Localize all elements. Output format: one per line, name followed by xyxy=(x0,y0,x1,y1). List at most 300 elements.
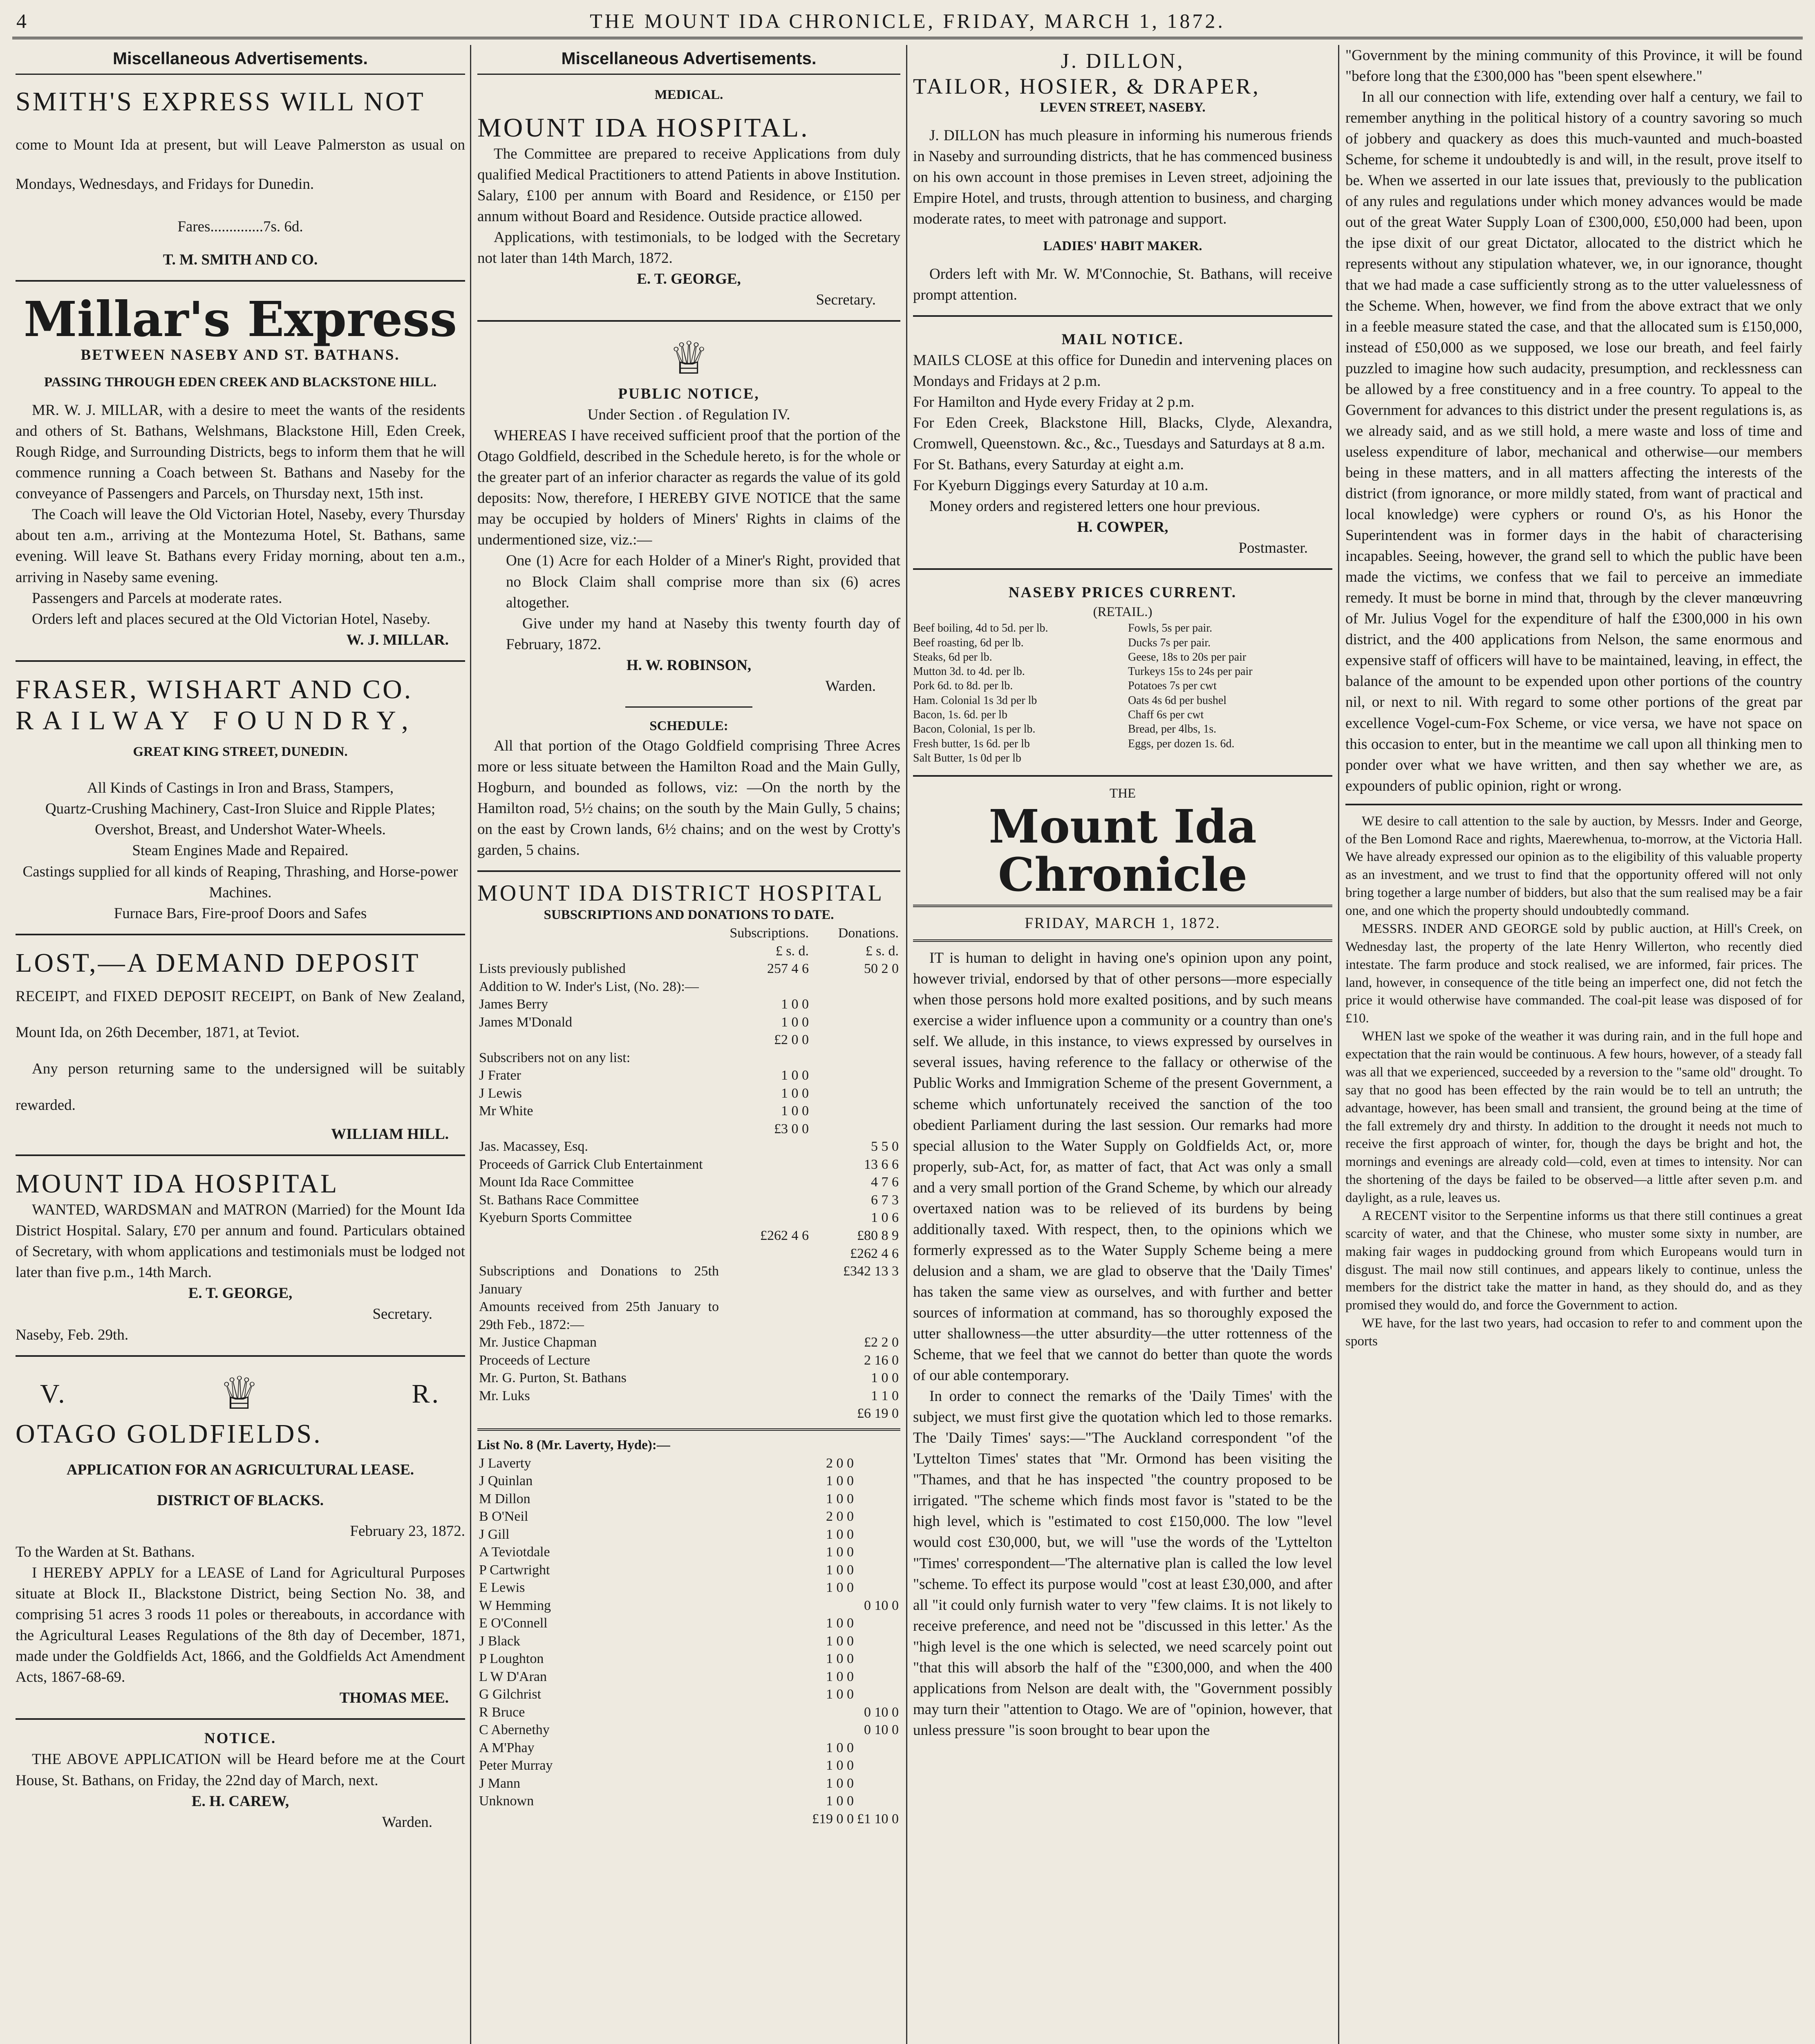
ad-role: Postmaster. xyxy=(1238,540,1308,557)
table-row xyxy=(477,1455,900,1472)
row-subscription: 2 0 0 xyxy=(826,1455,854,1471)
ad-body: Passengers and Parcels at moderate rates. xyxy=(32,589,282,607)
table-row xyxy=(477,1049,900,1067)
row-donation xyxy=(810,1049,900,1067)
column-heading: Miscellaneous Advertisements. xyxy=(16,45,465,75)
row-subscription: 1 0 0 xyxy=(781,1068,809,1083)
mail-item: MAILS CLOSE at this office for Dunedin and intervening places on Mondays and Fridays at 2 p.m. xyxy=(913,352,1332,390)
table-row xyxy=(477,1597,900,1615)
row-donation: 1 0 0 xyxy=(871,1370,899,1386)
row-subscription: 1 0 0 xyxy=(826,1562,854,1578)
table-row xyxy=(477,1792,900,1810)
row-name: St. Bathans Race Committee xyxy=(479,1192,639,1208)
editorial-paragraph: In order to connect the remarks of the 'Daily Times' with the subject, we must first give the quotation which led to those remarks. The 'Daily Times' says:—"The Auckland correspondent "of the 'Lyttelton Times' states that "Mr. Ormond has been visiting the "Thames, and that he has inspected "the country proposed to be irrigated. "The scheme which finds most favor is "stated to be the high level, which is "estimated to cost £150,000. The low "level would cost £30,000, but, we will "use the words of the 'Lyttelton "Times' correspondent—'The alternative plan is called the low level "scheme. To effect its purpose would "cost at least £30,000, and after all "it could only furnish water to very "few claims. It is not likely to receive preference, and need not be "discussed in this letter.' As the "high level is the one which is selected, we need scarcely point out "that this will absorb the half of the "£300,000, and when the 400 applications from Nelson are dealt with, the "Government possibly may turn their "attention to Otago. We are of "opinion, however, that unless pressure "is soon brought to bear upon the xyxy=(913,1388,1332,1739)
column-2 xyxy=(477,45,900,2044)
ad-signature: H. COWPER, xyxy=(1077,519,1168,536)
schedule-label: SCHEDULE: xyxy=(649,718,728,733)
ad-body: I HEREBY APPLY for a LEASE of Land for Agricultural Purposes situate at Block II., Blackstone District, being Section No. 38, and comprising 51 acres 3 roods 11 poles or thereabouts, in accordance with the Agricultural Leases Regulations of the 8th day of December, 1871, made under the Goldfields Act, 1866, and the Goldfields Act Amendment Acts, 1867-68-69. xyxy=(16,1564,465,1686)
row-donation xyxy=(855,1685,900,1703)
ad-signature: WILLIAM HILL. xyxy=(331,1125,449,1143)
ad-body: The Coach will leave the Old Victorian Hotel, Naseby, every Thursday about ten a.m., arriving at the Montezuma Hotel, St. Bathans, same evening. Will leave St. Bathans every Friday morning, about ten a.m., arriving in Naseby same evening. xyxy=(16,506,465,586)
row-subscription xyxy=(721,1138,810,1156)
ad-subtitle: APPLICATION FOR AN AGRICULTURAL LEASE. xyxy=(66,1461,414,1478)
row-donation: 0 10 0 xyxy=(864,1722,899,1738)
table-row xyxy=(477,1472,900,1490)
row-subscription: 1 0 0 xyxy=(826,1544,854,1560)
ad-body: Orders left and places secured at the Old Victorian Hotel, Naseby. xyxy=(32,610,430,628)
row-subscription: 1 0 0 xyxy=(826,1651,854,1667)
prices-current xyxy=(913,578,1332,777)
row-subscription: 1 0 0 xyxy=(826,1633,854,1649)
row-subscription: 1 0 0 xyxy=(781,1014,809,1030)
row-name xyxy=(477,1810,810,1828)
dillon-ad xyxy=(913,45,1332,317)
table-row xyxy=(477,1351,900,1369)
row-donation xyxy=(855,1650,900,1668)
price-item: Geese, 18s to 20s per pair xyxy=(1128,650,1247,663)
table-row xyxy=(477,1156,900,1174)
table-row xyxy=(477,1013,900,1031)
row-subscription: 1 0 0 xyxy=(781,997,809,1012)
table-row xyxy=(477,1543,900,1561)
price-item: Oats 4s 6d per bushel xyxy=(1128,694,1227,707)
ad-title: MOUNT IDA HOSPITAL. xyxy=(477,112,810,143)
row-subscription: £3 0 0 xyxy=(774,1121,809,1136)
masthead-title: Mount Ida Chronicle xyxy=(989,800,1257,902)
ad-subtitle: RAILWAY FOUNDRY, xyxy=(16,705,417,735)
table-row xyxy=(477,1685,900,1703)
row-name: A M'Phay xyxy=(479,1740,535,1755)
row-donation: £342 13 3 xyxy=(843,1264,899,1279)
table-row xyxy=(477,1067,900,1085)
row-donation xyxy=(855,1579,900,1597)
row-name xyxy=(477,1405,721,1423)
list8-table xyxy=(477,1455,900,1828)
ad-address: LEVEN STREET, NASEBY. xyxy=(1040,100,1206,115)
row-subscription: 1 0 0 xyxy=(826,1758,854,1773)
table-row xyxy=(477,1508,900,1526)
row-donation xyxy=(855,1508,900,1526)
row-name: J Mann xyxy=(479,1775,521,1791)
row-name: Lists previously published xyxy=(479,961,626,977)
lost-receipt-ad xyxy=(16,944,465,1156)
row-donation: £1 10 0 xyxy=(857,1811,899,1827)
row-donation xyxy=(810,1013,900,1031)
row-donation xyxy=(810,1298,900,1334)
price-item: Ducks 7s per pair. xyxy=(1128,636,1211,649)
hospital-wardsman-ad xyxy=(16,1164,465,1357)
row-name: Unknown xyxy=(479,1793,534,1809)
column-rule xyxy=(1338,45,1339,2044)
row-name xyxy=(477,1031,721,1049)
table-row xyxy=(477,960,900,978)
row-donation xyxy=(855,1632,900,1650)
row-name: Addition to W. Inder's List, (No. 28):— xyxy=(479,979,699,994)
row-donation: 4 7 6 xyxy=(871,1174,899,1190)
ad-signature: E. H. CAREW, xyxy=(191,1793,289,1810)
price-item: Potatoes 7s per cwt xyxy=(1128,679,1217,693)
smith-express-ad xyxy=(16,82,465,282)
table-row xyxy=(477,1031,900,1049)
row-subscription xyxy=(721,1245,810,1263)
fraser-foundry-ad xyxy=(16,670,465,935)
table-row xyxy=(477,1298,900,1334)
row-subscription: 1 0 0 xyxy=(826,1616,854,1631)
row-subscription: 1 0 0 xyxy=(826,1775,854,1791)
mail-item: For St. Bathans, every Saturday at eight a.m. xyxy=(913,456,1184,473)
ad-date: February 23, 1872. xyxy=(350,1523,465,1540)
ad-title: MOUNT IDA DISTRICT HOSPITAL xyxy=(477,880,884,906)
row-name: Amounts received from 25th January to 29th Feb., 1872:— xyxy=(479,1299,719,1332)
price-item: Beef boiling, 4d to 5d. per lb. xyxy=(913,622,1048,635)
row-donation xyxy=(855,1757,900,1775)
table-row xyxy=(477,1334,900,1351)
column-rule xyxy=(906,45,907,2044)
table-row xyxy=(477,1721,900,1739)
vr-left: V. xyxy=(40,1378,67,1409)
subscriptions-table xyxy=(477,924,900,1422)
table-row xyxy=(477,1739,900,1757)
prices-grid xyxy=(913,621,1332,765)
row-donation: 0 10 0 xyxy=(864,1598,899,1613)
row-subscription xyxy=(810,1721,855,1739)
notice-ad xyxy=(16,1728,465,1832)
ad-signature: W. J. MILLAR. xyxy=(346,631,449,648)
row-subscription: 1 0 0 xyxy=(781,1085,809,1101)
row-name: B O'Neil xyxy=(479,1509,528,1524)
editorial-continued: "Government by the mining community of this Province, it will be found "before long that the £300,000 has "been spent elsewhere." xyxy=(1345,47,1802,85)
ad-body: WANTED, WARDSMAN and MATRON (Married) for the Mount Ida District Hospital. Salary, £70 per annum and found. Particulars obtained of Secretary, with whom applications and testimonials must be lodged not later than five p.m., 14th March. xyxy=(16,1201,465,1281)
ad-signature: H. W. ROBINSON, xyxy=(626,657,752,674)
row-donation: 0 10 0 xyxy=(864,1704,899,1720)
ad-role: Warden. xyxy=(382,1813,432,1831)
row-name: J Black xyxy=(479,1633,521,1649)
row-donation xyxy=(855,1614,900,1632)
row-donation: £80 8 9 xyxy=(857,1228,899,1243)
row-donation xyxy=(810,1067,900,1085)
mail-item: For Hamilton and Hyde every Friday at 2 p.m. xyxy=(913,394,1195,411)
row-name: G Gilchrist xyxy=(479,1687,542,1702)
row-subscription xyxy=(721,1156,810,1174)
row-name: M Dillon xyxy=(479,1491,530,1506)
row-subscription: 1 0 0 xyxy=(826,1473,854,1489)
ad-subtitle: Under Section . of Regulation IV. xyxy=(587,406,790,424)
row-subscription xyxy=(721,1191,810,1209)
foundry-item: Quartz-Crushing Machinery, Cast-Iron Sluice and Ripple Plates; Overshot, Breast, and Undershot Water-Wheels. xyxy=(45,800,436,838)
news-item-inder: MESSRS. INDER AND GEORGE sold by public auction, at Hill's Creek, on Wednesday last, the property of the late Henry Willerton, who recently died intestate. The farm produce and stock realised, we are informed, fair prices. The land, however, in consequence of the title being an imperfect one, did not fetch the price it would otherwise have commanded. The coal-pit lease was disposed of for £10. xyxy=(1345,921,1802,1026)
row-name: Mr White xyxy=(479,1103,533,1119)
price-item: Salt Butter, 1s 0d per lb xyxy=(913,751,1021,764)
row-name xyxy=(477,1227,721,1245)
row-donation xyxy=(810,995,900,1013)
ad-title: NOTICE. xyxy=(204,1730,277,1747)
editorial-paragraph: In all our connection with life, extending over half a century, we fail to remember anything in the political history of a country savoring so much of jobbery and quackery as does this much-vaunted and much-boasted Scheme, for scheme it undoubtedly is and will, in the result, prove itself to be. When we asserted in our late issues that, previously to the publication of any rules and regulations under which money advances would be made out of the great Water Supply Loan of £300,000, £50,000 had been, upon the ipse dixit of our great Dictator, allocated to the district which he represents without any stipulation whatever, we, in our ignorance, thought that we had made a case sufficiently strong as to the utter valuelessness of the Scheme. When, however, we find from the above extract that we only in a feeble measure stated the case, and that the allocated sum is £150,000, instead of £50,000 as we supposed, we lose our breath, and feel fairly puzzled to imagine how such audacity, presumption, and recklessness can be allowed by a free constituency and in a free country. To appeal to the Government for advances to this district under the present regulations is, as we already said, and as we still hold, a mere waste and loss of time and useless expenditure of labor, mechanical and otherwise—our members being in these matters, and in all matters affecting the interests of the district (from ignorance, or more mildly stated, from want of practical and local knowledge) were cyphers or round O's, as his Honor the Superintendent was in former days in the habit of characterising incapables. Seeing, however, the grand sell to which the public have been made the victims, we confess that we fail to perceive an immediate remedy. It must be borne in mind that, through by the clever manœuvring of Mr. Julius Vogel for the expenditure of half the £300,000 in his own district, and the 400 applications from Nelson, the same enormous and expensive staff of officers will have to be maintained, leaving, in effect, the balance of the amount to be expended upon other portions of the country nil, or next to nil. With regard to some other portions of the great par excellence Vogel-cum-Fox Scheme, or vice versa, we have not space on this occasion to enter, but in the meantime we call upon all thinking men to ponder over what we have written, and then say whether we are, as expounders of public opinion, right or wrong. xyxy=(1345,89,1802,794)
table-row xyxy=(477,1405,900,1423)
column-1 xyxy=(16,45,465,2044)
row-name: James Berry xyxy=(479,997,548,1012)
mail-item: Money orders and registered letters one hour previous. xyxy=(929,498,1260,515)
row-subscription: £19 0 0 xyxy=(812,1811,854,1827)
price-item: Ham. Colonial 1s 3d per lb xyxy=(913,694,1037,707)
row-subscription: 1 0 0 xyxy=(826,1526,854,1542)
row-name: Mr. G. Purton, St. Bathans xyxy=(479,1370,627,1386)
list8-heading: List No. 8 (Mr. Laverty, Hyde):— xyxy=(477,1437,670,1452)
row-name: E O'Connell xyxy=(479,1616,548,1631)
price-item: Bacon, 1s. 6d. per lb xyxy=(913,708,1007,721)
row-subscription xyxy=(721,1387,810,1405)
foundry-item: Furnace Bars, Fire-proof Doors and Safes xyxy=(114,905,367,922)
editorial xyxy=(913,948,1332,1741)
row-name: L W D'Aran xyxy=(479,1669,547,1684)
ad-signature: T. M. SMITH AND CO. xyxy=(163,251,318,269)
price-item: Pork 6d. to 8d. per lb. xyxy=(913,679,1013,693)
table-row xyxy=(477,1579,900,1597)
ad-subtitle: BETWEEN NASEBY AND ST. BATHANS. xyxy=(81,347,400,364)
page-title: THE MOUNT IDA CHRONICLE, FRIDAY, MARCH 1, 1872. xyxy=(590,9,1225,32)
row-donation: 6 7 3 xyxy=(871,1192,899,1208)
row-name: J Laverty xyxy=(479,1455,531,1471)
table-row xyxy=(477,1810,900,1828)
row-name: C Abernethy xyxy=(479,1722,550,1738)
row-donation: 5 5 0 xyxy=(871,1139,899,1154)
foundry-item: Castings supplied for all kinds of Reaping, Thrashing, and Horse-power Machines. xyxy=(22,863,458,901)
price-item: Chaff 6s per cwt xyxy=(1128,708,1204,721)
table-row xyxy=(477,1245,900,1263)
ad-subtitle: SUBSCRIPTIONS AND DONATIONS TO DATE. xyxy=(544,908,834,923)
row-subscription xyxy=(721,1173,810,1191)
row-subscription: 2 0 0 xyxy=(826,1509,854,1524)
ad-body: J. DILLON has much pleasure in informing his numerous friends in Naseby and surrounding districts, that he has commenced business on his own account in those premises in Leven street, adjoining the Empire Hotel, and trusts, through attention to business, and charging moderate rates, to meet with patronage and support. xyxy=(913,127,1332,227)
ad-title: MOUNT IDA HOSPITAL xyxy=(16,1168,339,1199)
price-item: Fowls, 5s per pair. xyxy=(1128,622,1213,635)
ad-addressee: To the Warden at St. Bathans. xyxy=(16,1544,195,1561)
table-row xyxy=(477,1614,900,1632)
page-header xyxy=(12,3,1803,39)
row-name: J Gill xyxy=(479,1526,510,1542)
row-name xyxy=(477,1245,721,1263)
ad-signature: THOMAS MEE. xyxy=(339,1690,449,1707)
row-name: R Bruce xyxy=(479,1704,525,1720)
table-row xyxy=(477,1173,900,1191)
row-donation xyxy=(855,1526,900,1544)
prices-left-list xyxy=(913,621,1117,765)
table-row xyxy=(477,1191,900,1209)
fares: Fares..............7s. 6d. xyxy=(177,218,303,235)
row-name: Proceeds of Lecture xyxy=(479,1352,590,1368)
row-name: J Quinlan xyxy=(479,1473,533,1489)
table-row xyxy=(477,1262,900,1298)
row-donation xyxy=(855,1775,900,1793)
prices-right-list xyxy=(1128,621,1332,765)
mail-notice xyxy=(913,325,1332,570)
table-row xyxy=(477,1561,900,1579)
table-row xyxy=(477,1775,900,1793)
ad-role: Secretary. xyxy=(816,291,876,309)
row-name: Jas. Macassey, Esq. xyxy=(479,1139,588,1154)
ad-title: LOST,—A DEMAND DEPOSIT xyxy=(16,948,421,978)
row-subscription xyxy=(810,1597,855,1615)
row-subscription xyxy=(721,1351,810,1369)
row-name: E Lewis xyxy=(479,1580,525,1596)
row-subscription xyxy=(721,1369,810,1387)
row-name: P Loughton xyxy=(479,1651,544,1667)
row-name: Kyeburn Sports Committee xyxy=(479,1210,632,1226)
ad-body: WHEREAS I have received sufficient proof that the portion of the Otago Goldfield, described in the Schedule hereto, is for the whole or the greater part of an inferior character as regards the value of its gold deposits: Now, therefore, I HEREBY GIVE NOTICE that the same may be occupied by holders of Miners' Rights in claims of the undermentioned size, viz.:— xyxy=(477,427,900,549)
ad-title: FRASER, WISHART AND CO. xyxy=(16,674,413,704)
foundry-item: Steam Engines Made and Repaired. xyxy=(132,842,349,859)
table-row xyxy=(477,1668,900,1686)
row-subscription xyxy=(721,1334,810,1351)
row-name: Mount Ida Race Committee xyxy=(479,1174,634,1190)
claim-terms: One (1) Acre for each Holder of a Miner's Right, provided that no Block Claim shall comprise more than six (6) acres altogether. xyxy=(506,552,900,611)
row-donation: 1 1 0 xyxy=(871,1388,899,1403)
row-name: Peter Murray xyxy=(479,1758,553,1773)
row-subscription xyxy=(721,1262,810,1298)
price-item: Mutton 3d. to 4d. per lb. xyxy=(913,665,1025,678)
news-item-weather: WHEN last we spoke of the weather it was during rain, and in the full hope and expectation that the rain would be continuous. A few hours, however, of a steady fall was all that we experienced, succeeded by a reversion to the "same old" drought. To say that no good has been effected by the rain would be to tell an untruth; the advantage, however, has been small and transient, the ground being at the time of the fall extremely dry and thirsty. In addition to the drought it needs not much to receive the first approach of winter, for, though the days be bright and hot, the mornings and evenings are already cold—cold, even at times to intensity. Nor can the shortening of the days be failed to be observed—a little after seven p.m. and daylight, as a rule, leaves us. xyxy=(1345,1029,1802,1206)
row-donation xyxy=(855,1668,900,1686)
row-subscription xyxy=(721,1405,810,1423)
row-donation xyxy=(810,1120,900,1138)
ad-address: GREAT KING STREET, DUNEDIN. xyxy=(133,744,348,760)
table-row xyxy=(477,1369,900,1387)
ad-role: Secretary. xyxy=(372,1305,432,1322)
row-donation xyxy=(855,1543,900,1561)
row-subscription xyxy=(721,1298,810,1334)
table-row xyxy=(477,1102,900,1120)
price-item: Bacon, Colonial, 1s per lb. xyxy=(913,723,1036,736)
masthead xyxy=(913,785,1332,942)
millar-express-ad xyxy=(16,290,465,661)
schedule-text: All that portion of the Otago Goldfield comprising Three Acres more or less situate between the Hamilton Road and the Main Gully, Hogburn, and bounded as follows, viz: —On the north by the Hamilton road, 5½ chains; on the south by the Main Gully, 5 chains; on the east by Crown lands, 6½ chains; and on the west by Crotty's garden, 5 chains. xyxy=(477,737,900,858)
ad-title: J. DILLON, xyxy=(1061,49,1185,73)
ad-role: Warden. xyxy=(825,677,876,695)
row-subscription: £262 4 6 xyxy=(760,1228,809,1243)
row-donation xyxy=(855,1561,900,1579)
medical-ad xyxy=(477,82,900,322)
table-row xyxy=(477,1632,900,1650)
row-donation: 2 16 0 xyxy=(864,1352,899,1368)
ad-title: MAIL NOTICE. xyxy=(1061,331,1184,348)
table-row xyxy=(477,995,900,1013)
masthead-date: FRIDAY, MARCH 1, 1872. xyxy=(1025,915,1221,932)
row-donation xyxy=(855,1472,900,1490)
ad-label: MEDICAL. xyxy=(654,87,723,102)
table-row xyxy=(477,1650,900,1668)
row-subscription xyxy=(721,1209,810,1227)
table-row xyxy=(477,1526,900,1544)
row-name: Subscriptions and Donations to 25th January xyxy=(479,1264,719,1297)
row-donation xyxy=(810,1085,900,1103)
row-donation: £6 19 0 xyxy=(857,1406,899,1421)
editorial-paragraph: IT is human to delight in having one's opinion upon any point, however trivial, endorsed by that of other persons—more especially when those persons hold more exalted positions, and by such means exercise a wider influence upon a community or a country than one's self. We allude, in this instance, to views expressed by ourselves in several issues, having reference to the fallacy or otherwise of the Public Works and Immigration Scheme of the present Government, a scheme which unfortunately received the sanction of the too obedient Parliament during the last session. Our remarks had more special allusion to the Water Supply on Goldfields Act, or, more properly, sub-Act, for, as matter of fact, that Act was only a small and a very small portion of the Grand Scheme, by which our already overtaxed nation was to be relieved of its burdens by being additionally taxed. With respect, then, to the opinions which we formerly expressed as to the Water Supply Scheme being a mere delusion and a sham, we are glad to observe that the 'Daily Times' has taken the same view as ourselves, and with further and better sources of information at command, has so thoroughly exposed the utter shallowness—the utter absurdity—the utter rottenness of the Scheme, that we feel that we cannot do better than quote the words of our able contemporary. xyxy=(913,950,1332,1384)
col-header-subscriptions: Subscriptions. xyxy=(730,926,809,941)
row-donation xyxy=(855,1792,900,1810)
ad-tag: LADIES' HABIT MAKER. xyxy=(1043,239,1202,253)
ad-body: THE ABOVE APPLICATION will be Heard before me at the Court House, St. Bathans, on Friday, the 22nd day of March, next. xyxy=(16,1751,465,1789)
row-subscription: 1 0 0 xyxy=(826,1687,854,1702)
ad-body: RECEIPT, and FIXED DEPOSIT RECEIPT, on Bank of New Zealand, Mount Ida, on 26th December, 1871, at Teviot. xyxy=(16,988,465,1041)
row-name: J Frater xyxy=(479,1068,521,1083)
vr-right: R. xyxy=(412,1378,441,1409)
row-donation xyxy=(855,1455,900,1472)
crown-arms-icon: ♕ xyxy=(669,334,709,384)
crown-arms-icon: ♕ xyxy=(219,1369,260,1419)
ad-route: PASSING THROUGH EDEN CREEK AND BLACKSTONE HILL. xyxy=(44,375,436,390)
news-item-serpentine: A RECENT visitor to the Serpentine informs us that there still continues a great scarcity of water, and that the Chinese, who muster some sixty in number, are making fair wages in puddocking ground from which Europeans would turn in disgust. The mail now still continues, and appears likely to continue, unless the members for the district take the matter in hand, as they should do, and as they promised they would do, and force the Government to action. xyxy=(1345,1208,1802,1313)
ad-district: DISTRICT OF BLACKS. xyxy=(157,1492,324,1509)
row-name: W Hemming xyxy=(479,1598,551,1613)
row-donation xyxy=(810,1102,900,1120)
row-name: Mr. Luks xyxy=(479,1388,530,1403)
row-subscription: 1 0 0 xyxy=(826,1793,854,1809)
row-name: A Teviotdale xyxy=(479,1544,550,1560)
table-row xyxy=(477,1085,900,1103)
table-row xyxy=(477,1227,900,1245)
table-row xyxy=(477,1209,900,1227)
ad-title: OTAGO GOLDFIELDS. xyxy=(16,1419,322,1449)
mail-item: For Eden Creek, Blackstone Hill, Blacks, Clyde, Alexandra, Cromwell, Queenstown. &c., &c., Tuesdays and Saturdays at 8 a.m. xyxy=(913,415,1332,453)
ad-title: SMITH'S EXPRESS WILL NOT xyxy=(16,86,425,117)
subscriptions-list xyxy=(477,880,900,1828)
ad-title: PUBLIC NOTICE, xyxy=(618,385,760,403)
table-row xyxy=(477,1703,900,1721)
row-donation xyxy=(855,1739,900,1757)
column-rule xyxy=(470,45,471,2044)
row-name: J Lewis xyxy=(479,1085,522,1101)
column-heading: Miscellaneous Advertisements. xyxy=(477,45,900,75)
ad-body: Orders left with Mr. W. M'Connochie, St. Bathans, will receive prompt attention. xyxy=(913,265,1332,303)
row-subscription: 1 0 0 xyxy=(826,1580,854,1596)
table-row xyxy=(477,1490,900,1508)
row-name: Proceeds of Garrick Club Entertainment xyxy=(479,1156,703,1172)
row-name: P Cartwright xyxy=(479,1562,550,1578)
ad-subtitle: (RETAIL.) xyxy=(1093,604,1153,619)
row-subscription xyxy=(721,1049,810,1067)
goldfields-application-ad xyxy=(16,1365,465,1720)
lsd-header: £ s. d. xyxy=(865,943,899,959)
price-item: Fresh butter, 1s 6d. per lb xyxy=(913,737,1030,750)
row-name xyxy=(477,1120,721,1138)
row-subscription xyxy=(721,978,810,996)
column-3 xyxy=(913,45,1332,2044)
ad-title: Millar's Express xyxy=(23,291,457,348)
row-donation: £2 2 0 xyxy=(864,1335,899,1350)
row-donation: 13 6 6 xyxy=(864,1156,899,1172)
table-row xyxy=(477,1757,900,1775)
ad-title: NASEBY PRICES CURRENT. xyxy=(1008,584,1237,601)
mail-item: For Kyeburn Diggings every Saturday at 10 a.m. xyxy=(913,477,1209,494)
price-item: Bread, per 4lbs, 1s. xyxy=(1128,723,1217,736)
ad-date: Naseby, Feb. 29th. xyxy=(16,1326,129,1343)
price-item: Turkeys 15s to 24s per pair xyxy=(1128,665,1253,678)
news-item-sports: WE have, for the last two years, had occasion to refer to and comment upon the sports xyxy=(1345,1316,1802,1349)
page-number: 4 xyxy=(16,9,29,32)
row-subscription: 257 4 6 xyxy=(767,961,809,977)
public-notice-ad xyxy=(477,330,900,872)
row-subscription xyxy=(810,1703,855,1721)
foundry-item: All Kinds of Castings in Iron and Brass, Stampers, xyxy=(87,780,394,797)
masthead-the: THE xyxy=(1109,786,1136,801)
row-donation xyxy=(855,1490,900,1508)
price-item: Beef roasting, 6d per lb. xyxy=(913,636,1024,649)
row-donation xyxy=(810,978,900,996)
price-item: Steaks, 6d per lb. xyxy=(913,650,992,663)
table-row xyxy=(477,1138,900,1156)
row-name: James M'Donald xyxy=(479,1014,573,1030)
table-row xyxy=(477,1120,900,1138)
ad-body: MR. W. J. MILLAR, with a desire to meet the wants of the residents and others of St. Bathans, Welshmans, Blackstone Hill, Eden Creek, Rough Ridge, and Surrounding Districts, begs to inform them that he will commence running a Coach between St. Bathans and Naseby for the conveyance of Passengers and Parcels, on Thursday next, 15th inst. xyxy=(16,402,465,502)
